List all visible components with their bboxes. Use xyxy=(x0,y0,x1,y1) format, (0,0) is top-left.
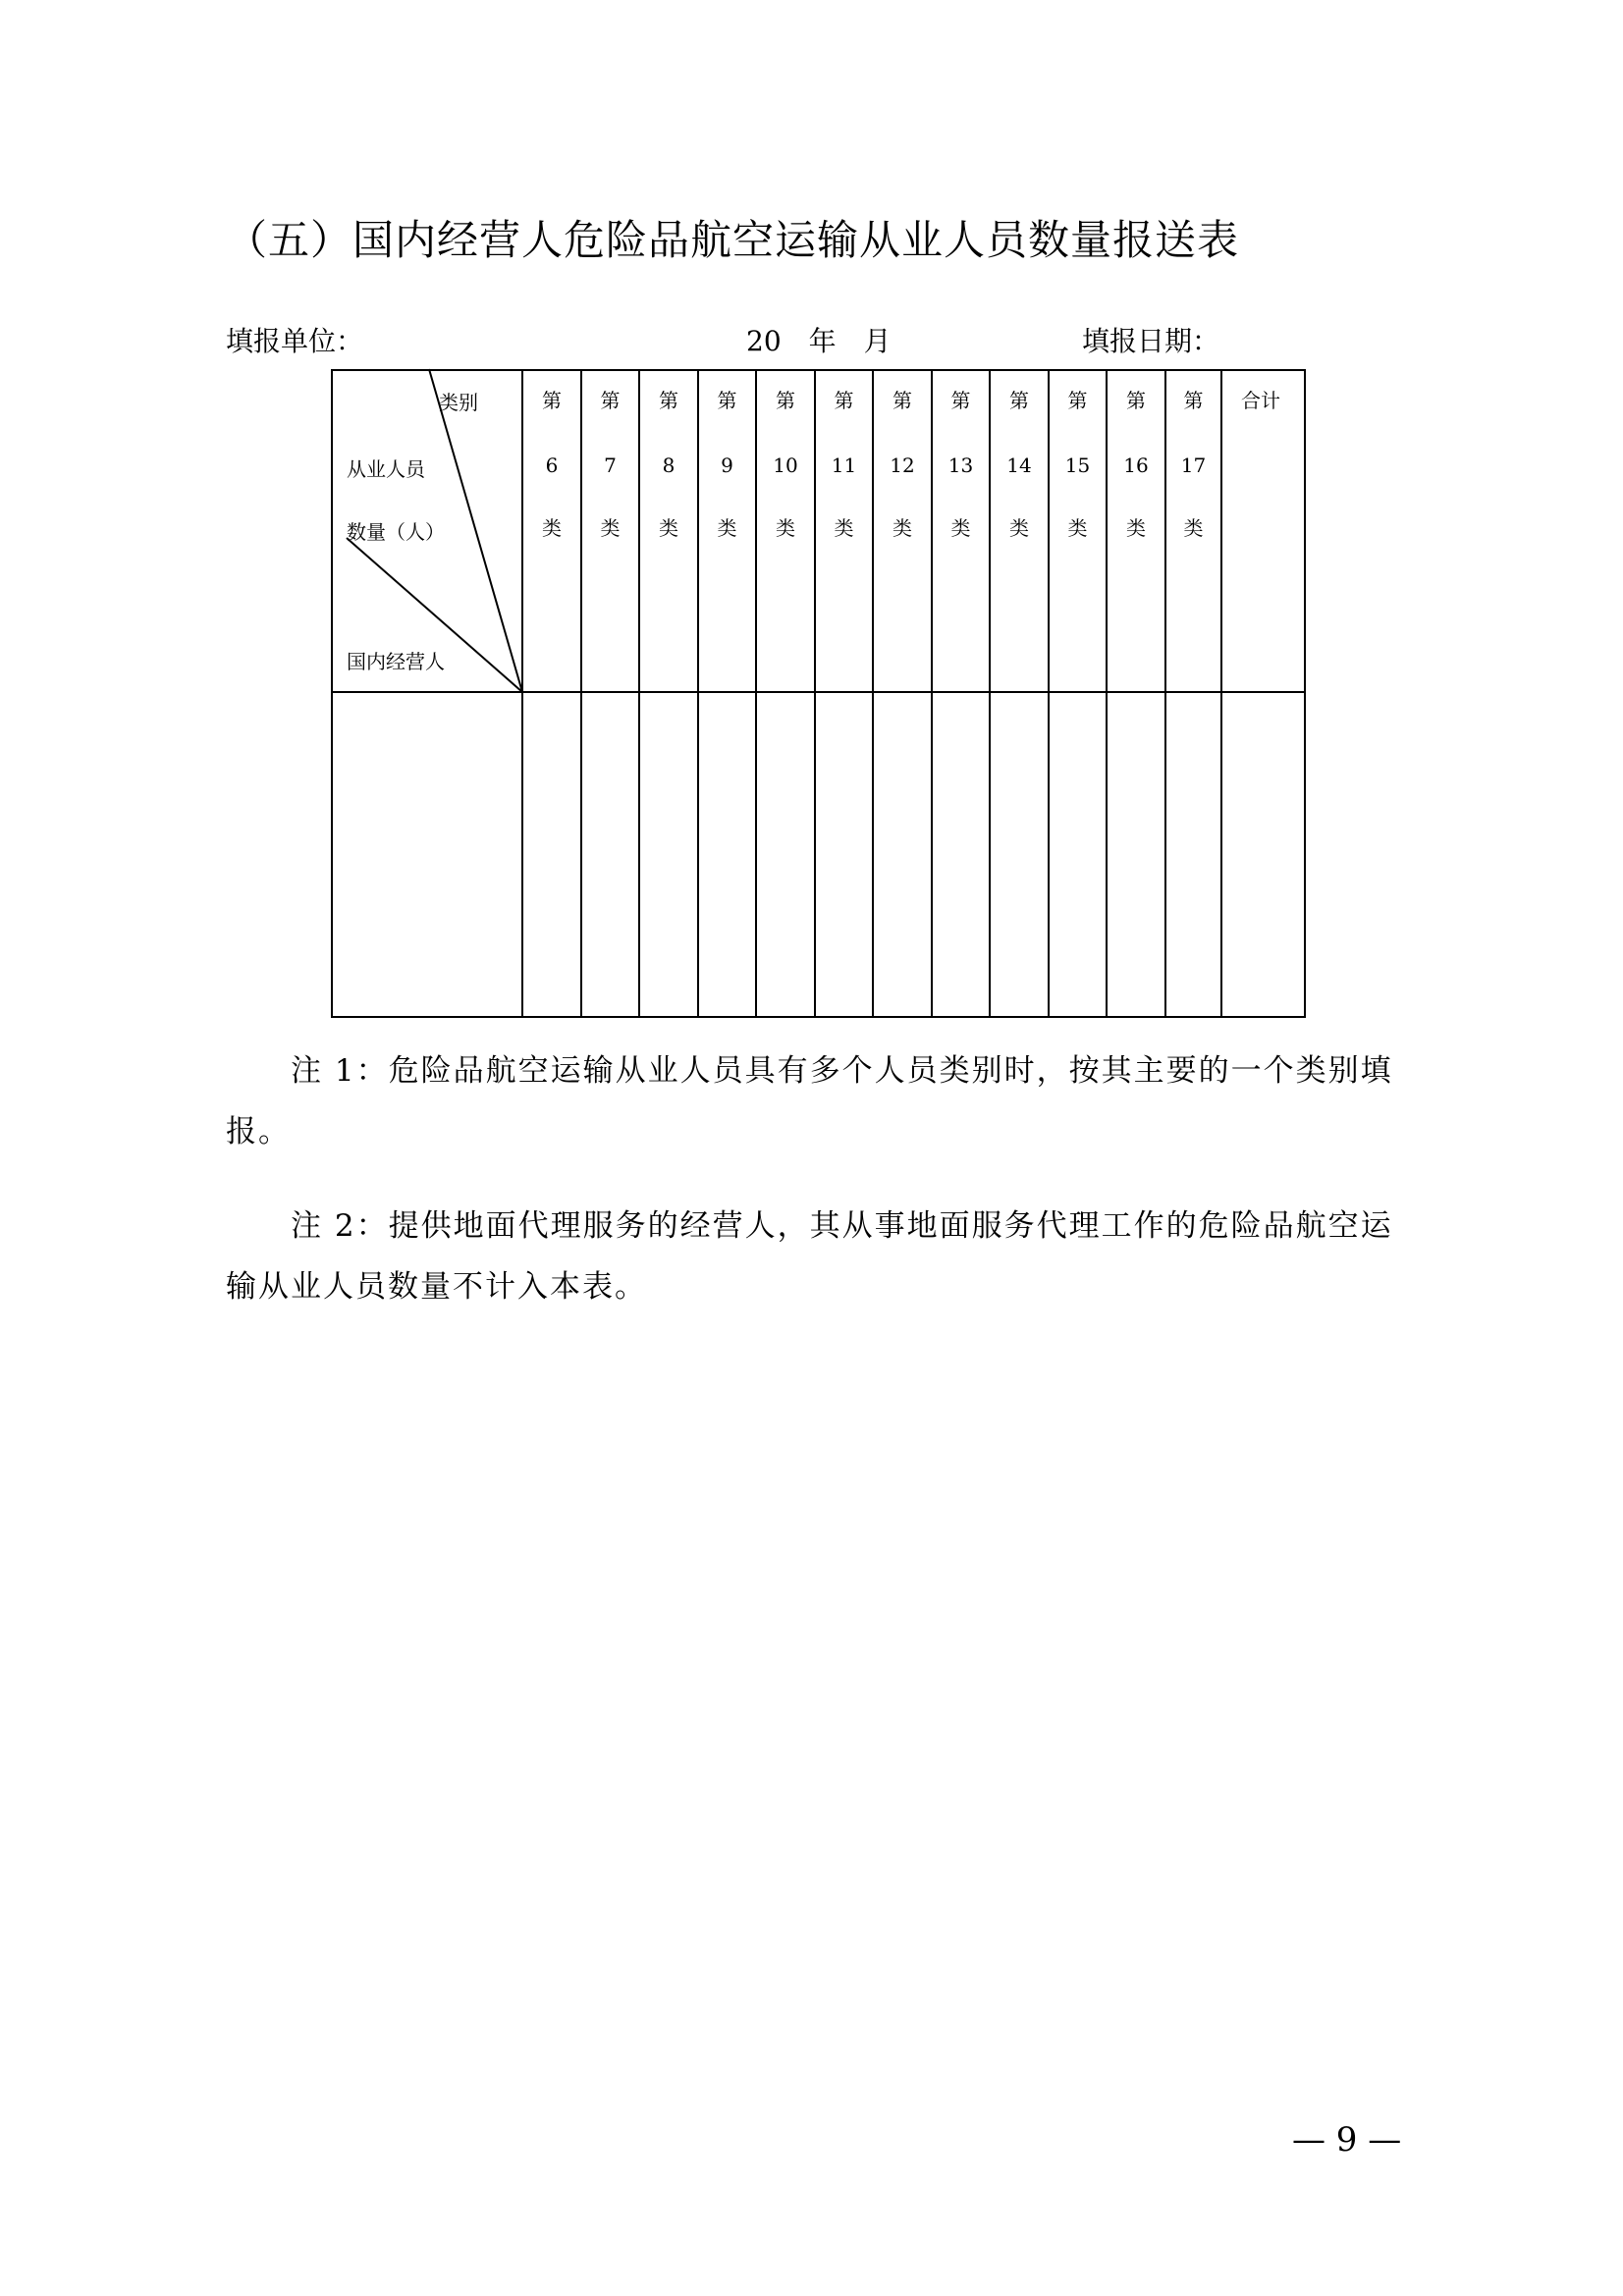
page-title: （五）国内经营人危险品航空运输从业人员数量报送表 xyxy=(226,216,1240,264)
category-column-header xyxy=(639,391,698,538)
category-header-suffix: 类 xyxy=(950,516,971,540)
category-column-header xyxy=(1165,391,1221,538)
category-header-suffix: 类 xyxy=(834,516,854,540)
category-column-header xyxy=(932,391,990,538)
category-header-number: 10 xyxy=(773,454,798,477)
note-1: 注 1：危险品航空运输从业人员具有多个人员类别时，按其主要的一个类别填报。 xyxy=(226,1053,1393,1149)
reporting-date-label: 填报日期： xyxy=(1082,325,1220,357)
category-column-header xyxy=(756,391,815,538)
category-header-prefix: 第 xyxy=(1126,389,1146,412)
category-column-header xyxy=(1107,391,1165,538)
category-header-number: 14 xyxy=(1006,454,1032,477)
category-header-prefix: 第 xyxy=(1009,389,1029,412)
category-header-prefix: 第 xyxy=(717,389,737,412)
category-header-number: 13 xyxy=(947,454,974,477)
category-header-prefix: 第 xyxy=(600,389,621,412)
category-header-prefix: 第 xyxy=(893,389,912,412)
corner-staff-label-line1: 从业人员 xyxy=(347,457,425,481)
category-header-suffix: 类 xyxy=(893,516,912,540)
category-column-header xyxy=(522,391,581,538)
category-header-number: 7 xyxy=(604,454,617,477)
category-header-suffix: 类 xyxy=(1009,516,1029,540)
category-header-number: 17 xyxy=(1180,454,1207,477)
staff-count-table xyxy=(331,369,1306,1018)
category-header-prefix: 第 xyxy=(659,389,678,412)
category-header-number: 16 xyxy=(1123,454,1149,477)
category-header-prefix: 第 xyxy=(950,389,971,412)
category-header-prefix: 第 xyxy=(1183,389,1204,412)
category-header-suffix: 类 xyxy=(542,516,562,540)
corner-operator-label: 国内经营人 xyxy=(347,650,445,673)
category-column-header xyxy=(698,391,756,538)
category-header-number: 12 xyxy=(890,454,915,477)
page-number: — 9 — xyxy=(1292,2120,1402,2160)
category-header-suffix: 类 xyxy=(1183,516,1204,540)
category-header-number: 11 xyxy=(831,454,857,477)
category-header-suffix: 类 xyxy=(717,516,737,540)
reporting-period: 20 年 月 xyxy=(746,325,892,357)
reporting-unit-label: 填报单位： xyxy=(226,325,364,357)
note-2: 注 2：提供地面代理服务的经营人，其从事地面服务代理工作的危险品航空运输从业人员数量不计入本表。 xyxy=(226,1208,1393,1305)
category-header-number: 15 xyxy=(1064,454,1091,477)
category-header-suffix: 类 xyxy=(1067,516,1088,540)
corner-staff-label-line2: 数量（人） xyxy=(347,520,445,544)
category-column-header xyxy=(815,391,873,538)
category-header-prefix: 第 xyxy=(542,389,562,412)
category-header-suffix: 类 xyxy=(600,516,621,540)
category-column-header xyxy=(1049,391,1107,538)
category-header-suffix: 类 xyxy=(659,516,678,540)
category-header-suffix: 类 xyxy=(776,516,795,540)
category-header-suffix: 类 xyxy=(1126,516,1146,540)
category-header-prefix: 第 xyxy=(834,389,854,412)
category-column-header xyxy=(990,391,1049,538)
category-header-number: 8 xyxy=(662,454,676,477)
category-column-header xyxy=(581,391,639,538)
total-column-header xyxy=(1217,391,1304,410)
total-label: 合计 xyxy=(1241,389,1280,412)
category-header-number: 9 xyxy=(721,454,733,477)
category-column-header xyxy=(873,391,932,538)
category-header-prefix: 第 xyxy=(776,389,795,412)
category-header-prefix: 第 xyxy=(1067,389,1088,412)
corner-category-label: 类别 xyxy=(439,391,478,414)
category-header-number: 6 xyxy=(545,454,559,477)
